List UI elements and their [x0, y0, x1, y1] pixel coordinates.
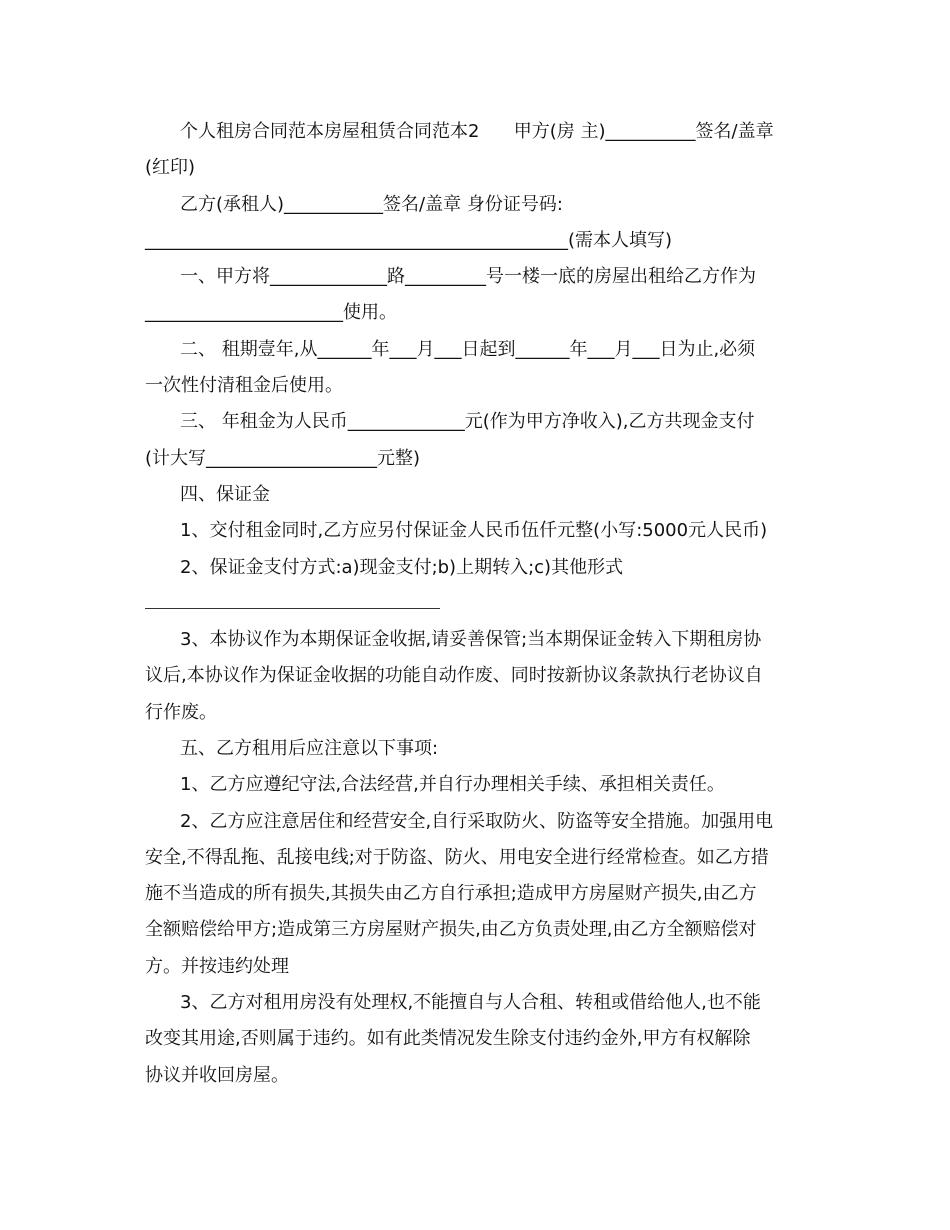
text-line: 施不当造成的所有损失,其损失由乙方自行承担;造成甲方房屋财产损失,由乙方: [145, 883, 757, 904]
text-line: (计大写___________________元整): [145, 448, 421, 469]
text-line: 3、本协议作为本期保证金收据,请妥善保管;当本期保证金转入下期租房协: [180, 629, 762, 650]
text-line: _______________________________________________(需本人填写): [145, 230, 673, 251]
text-line: 1、交付租金同时,乙方应另付保证金人民币伍仟元整(小写:5000元人民币): [180, 520, 768, 541]
text-line: 乙方(承租人)___________签名/盖章 身份证号码:: [180, 194, 563, 215]
text-line: 2、保证金支付方式:a)现金支付;b)上期转入;c)其他形式: [180, 557, 624, 578]
text-line: 1、乙方应遵纪守法,合法经营,并自行办理相关手续、承担相关责任。: [180, 774, 725, 795]
title-line: 个人租房合同范本房屋租赁合同范本2 甲方(房 主)__________签名/盖章: [180, 121, 774, 142]
text-line: 安全,不得乱拖、乱接电线;对于防盗、防火、用电安全进行经常检查。如乙方措: [145, 847, 769, 868]
text-line: 方。并按违约处理: [145, 956, 289, 977]
text-line: 协议并收回房屋。: [145, 1065, 289, 1086]
clause-3: 三、 年租金为人民币_____________元(作为甲方净收入),乙方共现金支付: [180, 411, 755, 432]
blank-fill-line: [145, 608, 440, 609]
text-line: 2、乙方应注意居住和经营安全,自行采取防火、防盗等安全措施。加强用电: [180, 811, 774, 832]
text-line: 一次性付清租金后使用。: [145, 375, 343, 396]
text-line: 3、乙方对租用房没有处理权,不能擅自与人合租、转租或借给他人,也不能: [180, 992, 761, 1013]
section-heading: 四、保证金: [180, 484, 270, 505]
text-line: 行作废。: [145, 702, 217, 723]
text-line: (红印): [145, 157, 196, 178]
text-line: 议后,本协议作为保证金收据的功能自动作废、同时按新协议条款执行老协议自: [145, 665, 763, 686]
clause-2: 二、 租期壹年,从______年___月___日起到______年___月___日为止,必须: [180, 339, 756, 360]
clause-1: 一、甲方将_____________路_________号一楼一底的房屋出租给乙方作为: [180, 266, 756, 287]
text-line: 改变其用途,否则属于违约。如有此类情况发生除支付违约金外,甲方有权解除: [145, 1028, 751, 1049]
section-heading: 五、乙方租用后应注意以下事项:: [180, 738, 439, 759]
text-line: ______________________使用。: [145, 302, 397, 323]
text-line: 全额赔偿给甲方;造成第三方房屋财产损失,由乙方负责处理,由乙方全额赔偿对: [145, 919, 757, 940]
